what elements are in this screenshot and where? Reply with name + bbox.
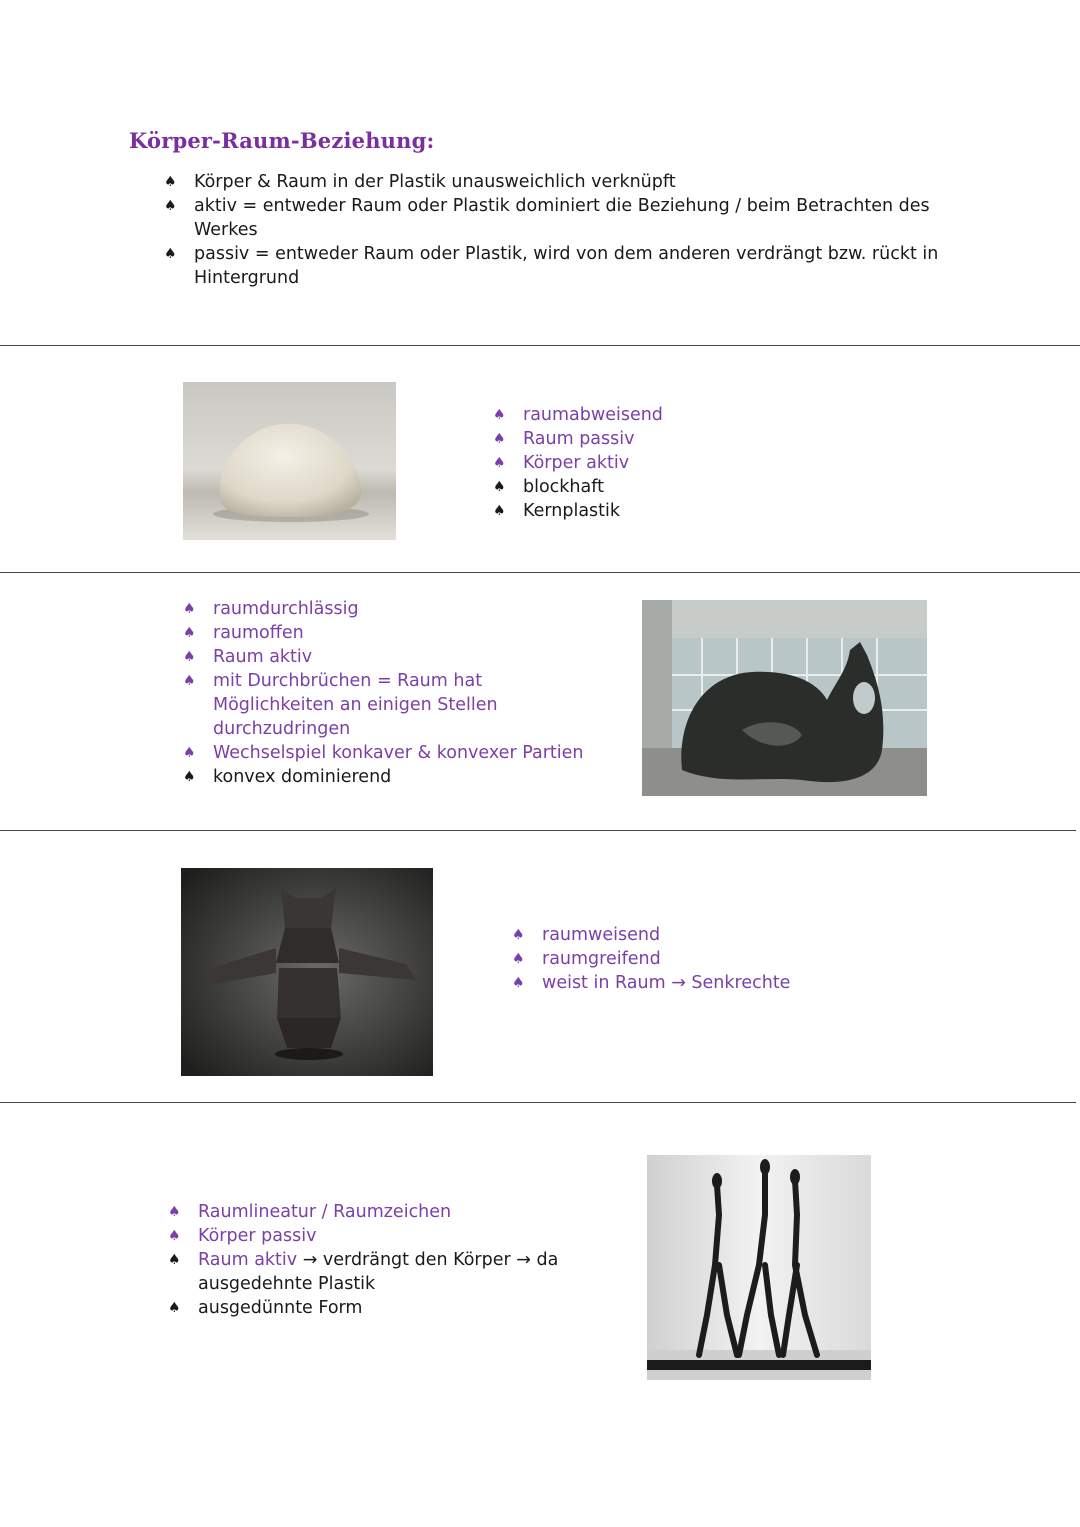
list-item <box>164 170 954 194</box>
spade-bullet-icon: ♠ <box>512 951 525 967</box>
list-item-text: Raum passiv <box>523 429 635 449</box>
list-item-text: aktiv = entweder Raum oder Plastik dominiert die Beziehung / beim Betrachten des Werkes <box>194 196 930 240</box>
list-item <box>493 451 793 475</box>
list-item <box>493 403 793 427</box>
list-item <box>183 645 598 669</box>
spade-bullet-icon: ♠ <box>493 503 506 519</box>
list-item-text: Körper aktiv <box>523 453 630 473</box>
list-item <box>493 499 793 523</box>
spade-bullet-icon: ♠ <box>168 1204 181 1220</box>
list-item-text: ausgedünnte Form <box>198 1298 363 1318</box>
spade-bullet-icon: ♠ <box>183 601 196 617</box>
list-item <box>512 971 842 995</box>
section2-list <box>183 597 598 789</box>
sculpture-image-stone <box>183 382 396 540</box>
spade-bullet-icon: ♠ <box>493 455 506 471</box>
spade-bullet-icon: ♠ <box>164 174 177 190</box>
list-item <box>168 1248 583 1296</box>
spade-bullet-icon: ♠ <box>168 1300 181 1316</box>
list-item-text: Körper & Raum in der Plastik unausweichlich verknüpft <box>194 172 676 192</box>
spade-bullet-icon: ♠ <box>168 1252 181 1268</box>
intro-list <box>164 170 954 290</box>
list-item-text: Wechselspiel konkaver & konvexer Partien <box>213 743 584 763</box>
list-item <box>512 947 842 971</box>
sculpture-image-walking-figures <box>647 1155 871 1380</box>
spade-bullet-icon: ♠ <box>183 625 196 641</box>
page-title: Körper-Raum-Beziehung: <box>129 128 435 153</box>
stone-sculpture-illustration <box>183 382 396 540</box>
list-item <box>183 669 598 741</box>
bronze-figure-illustration <box>181 868 433 1076</box>
spade-bullet-icon: ♠ <box>512 975 525 991</box>
list-item-text: konvex dominierend <box>213 767 392 787</box>
list-item-text: Körper passiv <box>198 1226 317 1246</box>
section-divider <box>0 830 1076 831</box>
list-item <box>164 242 954 290</box>
sculpture-image-reclining-figure <box>642 600 927 796</box>
list-item <box>164 194 954 242</box>
list-item <box>512 923 842 947</box>
list-item-text: Kernplastik <box>523 501 621 521</box>
spade-bullet-icon: ♠ <box>168 1228 181 1244</box>
section3-list <box>512 923 842 995</box>
section1-list <box>493 403 793 523</box>
spade-bullet-icon: ♠ <box>493 407 506 423</box>
sculpture-image-bronze-figure <box>181 868 433 1076</box>
spade-bullet-icon: ♠ <box>164 198 177 214</box>
spade-bullet-icon: ♠ <box>183 673 196 689</box>
spade-bullet-icon: ♠ <box>512 927 525 943</box>
list-item <box>168 1200 583 1224</box>
list-item-text: Raum aktiv <box>213 647 313 667</box>
list-item <box>493 475 793 499</box>
list-item-text: raumgreifend <box>542 949 661 969</box>
list-item-text: passiv = entweder Raum oder Plastik, wird von dem anderen verdrängt bzw. rückt in Hintergrund <box>194 244 939 288</box>
list-item <box>168 1296 583 1320</box>
spade-bullet-icon: ♠ <box>493 431 506 447</box>
list-item <box>493 427 793 451</box>
list-item-text: raumweisend <box>542 925 661 945</box>
spade-bullet-icon: ♠ <box>183 649 196 665</box>
section-divider <box>0 572 1080 573</box>
list-item-text: raumabweisend <box>523 405 663 425</box>
list-item-text: Raum aktiv <box>198 1250 298 1270</box>
list-item <box>183 597 598 621</box>
section4-list <box>168 1200 583 1320</box>
list-item <box>183 765 598 789</box>
list-item <box>168 1224 583 1248</box>
spade-bullet-icon: ♠ <box>493 479 506 495</box>
list-item-text: weist in Raum → Senkrechte <box>542 973 791 993</box>
section-divider <box>0 345 1080 346</box>
list-item-text: → verdrängt den Körper → da ausgedehnte Plastik <box>198 1250 559 1294</box>
list-item-text: raumoffen <box>213 623 304 643</box>
list-item-text: mit Durchbrüchen = Raum hat Möglichkeiten an einigen Stellen durchzudringen <box>213 671 498 739</box>
spade-bullet-icon: ♠ <box>164 246 177 262</box>
spade-bullet-icon: ♠ <box>183 769 196 785</box>
spade-bullet-icon: ♠ <box>183 745 196 761</box>
list-item <box>183 741 598 765</box>
list-item-text: raumdurchlässig <box>213 599 359 619</box>
list-item <box>183 621 598 645</box>
list-item-text: Raumlineatur / Raumzeichen <box>198 1202 452 1222</box>
section-divider <box>0 1102 1076 1103</box>
list-item-text: blockhaft <box>523 477 604 497</box>
walking-figures-illustration <box>647 1155 871 1380</box>
reclining-figure-illustration <box>642 600 927 796</box>
